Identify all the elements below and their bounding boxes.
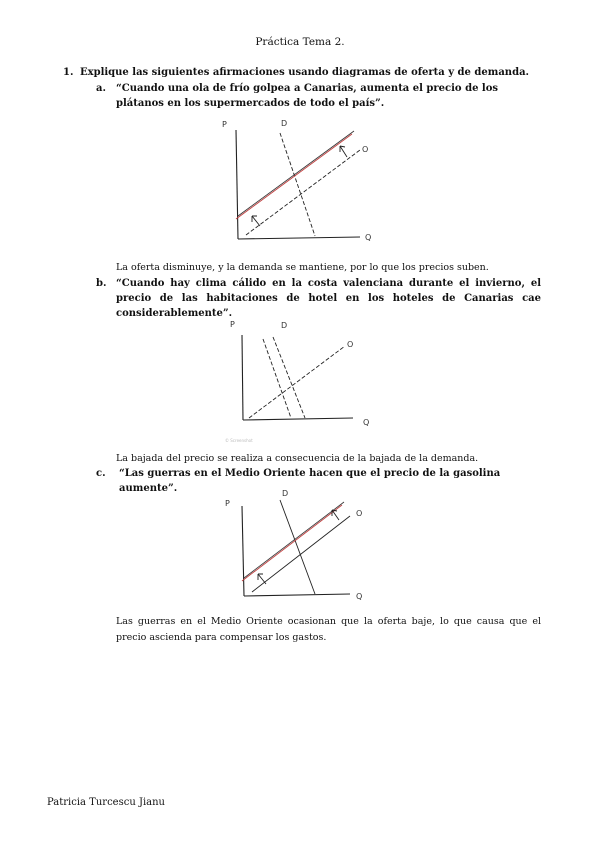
item-b-letter: b. xyxy=(96,278,107,289)
diagram-c-axis-q: Q xyxy=(356,592,363,601)
diagram-a-x-axis xyxy=(238,237,360,239)
diagram-c xyxy=(222,484,372,604)
diagram-a xyxy=(218,112,378,247)
diagram-a-demand-curve xyxy=(280,133,315,236)
diagram-c-label-d: D xyxy=(282,489,289,498)
diagram-c-y-axis xyxy=(242,506,244,596)
diagram-c-shift-arrow-left xyxy=(258,574,266,584)
diagram-a-shift-arrow-right xyxy=(340,146,347,157)
diagram-c-new-supply-curve xyxy=(242,505,342,581)
svg-text:© Screenshot: © Screenshot xyxy=(225,438,253,443)
diagram-c-x-axis xyxy=(244,594,350,596)
diagram-b-label-d: D xyxy=(281,321,288,330)
item-a-statement: “Cuando una ola de frío golpea a Canarias, aumenta el precio de los plátanos en los supermercados de todo el país”. xyxy=(116,83,499,109)
diagram-a-supply-curve xyxy=(246,150,360,235)
diagram-b xyxy=(225,315,370,445)
item-c-answer: Las guerras en el Medio Oriente ocasionan que la oferta baje, lo que causa que el precio ascienda para compensar los gastos. xyxy=(116,616,541,643)
diagram-b-supply-curve xyxy=(249,346,345,418)
question-text: Explique las siguientes afirmaciones usando diagramas de oferta y de demanda. xyxy=(80,67,530,78)
diagram-a-label-o: O xyxy=(362,145,369,154)
diagram-c-supply-curve xyxy=(252,516,350,592)
item-c-letter: c. xyxy=(96,468,106,479)
diagram-b-x-axis xyxy=(243,418,353,420)
diagram-a-new-supply-outline xyxy=(238,131,354,216)
diagram-b-new-demand-curve xyxy=(273,337,305,418)
diagram-a-y-axis xyxy=(236,130,238,239)
page-title: Práctica Tema 2. xyxy=(255,36,345,48)
diagram-a-axis-p: P xyxy=(222,120,227,129)
item-b-statement: “Cuando hay clima cálido en la costa valenciana durante el invierno, el precio de las habitaciones de hotel en los hoteles de Canarias cae considerablemente”. xyxy=(116,278,541,319)
diagram-b-label-o: O xyxy=(347,340,354,349)
diagram-a-axis-q: Q xyxy=(365,233,372,242)
diagram-a-new-supply-curve xyxy=(236,134,352,219)
diagram-c-shift-arrow-right xyxy=(332,510,339,520)
question-number: 1. xyxy=(63,67,74,78)
item-c-statement: “Las guerras en el Medio Oriente hacen que el precio de la gasolina aumente”. xyxy=(119,468,501,494)
diagram-c-label-o: O xyxy=(356,509,363,518)
diagram-c-axis-p: P xyxy=(225,499,230,508)
diagram-b-axis-q: Q xyxy=(363,418,370,427)
diagram-b-demand-curve xyxy=(263,339,291,418)
diagram-c-new-supply-outline xyxy=(244,502,344,578)
diagram-a-shift-arrow-left xyxy=(252,216,260,226)
item-a-letter: a. xyxy=(96,83,106,94)
diagram-a-label-d: D xyxy=(281,119,288,128)
item-a-answer: La oferta disminuye, y la demanda se mantiene, por lo que los precios suben. xyxy=(116,262,489,273)
footer-author: Patricia Turcescu Jianu xyxy=(47,797,165,808)
item-b-answer: La bajada del precio se realiza a consecuencia de la bajada de la demanda. xyxy=(116,453,479,464)
diagram-b-axis-p: P xyxy=(230,320,235,329)
diagram-b-y-axis xyxy=(242,335,243,420)
